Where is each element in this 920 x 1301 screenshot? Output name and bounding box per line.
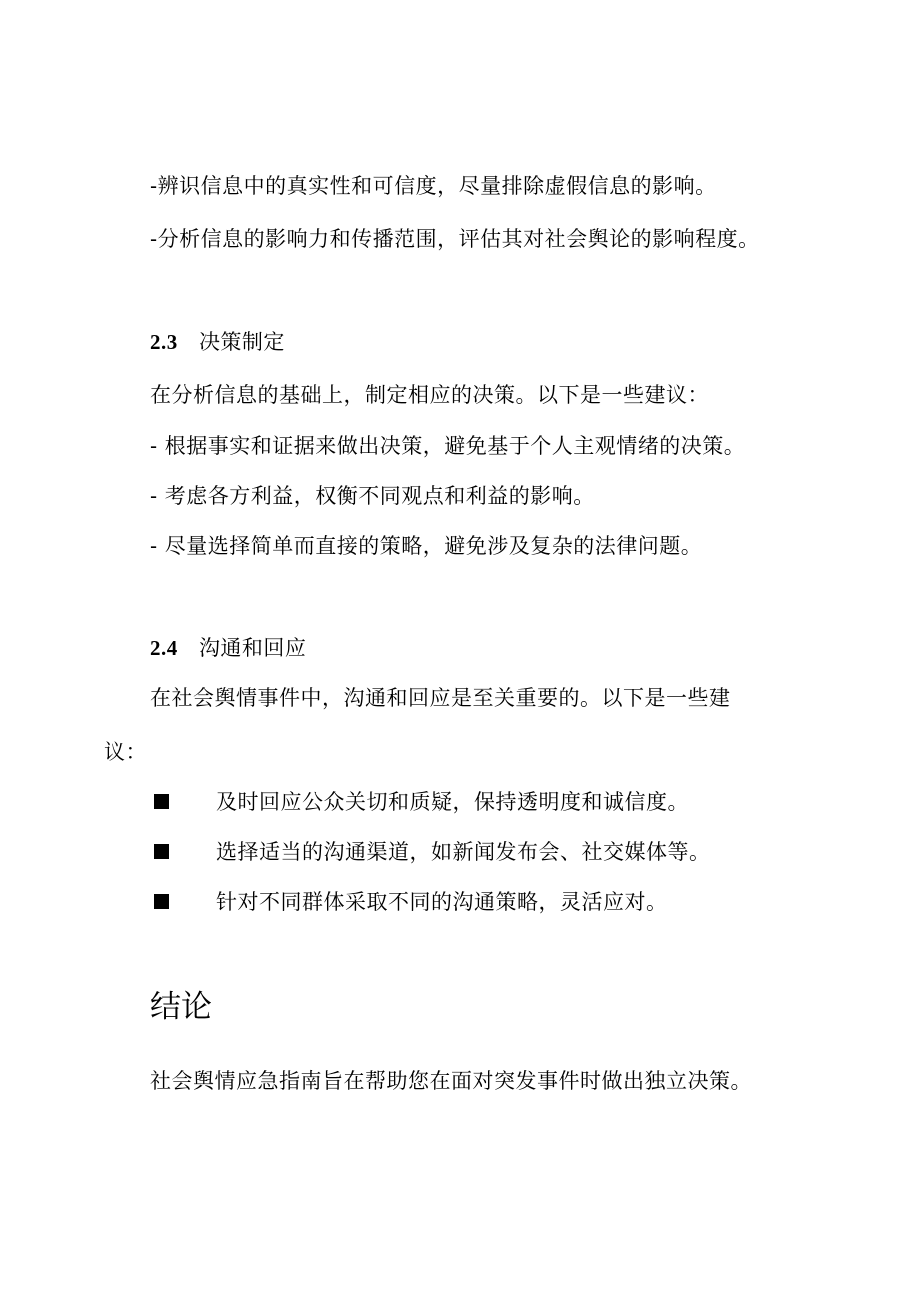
section-number: 2.4 xyxy=(150,636,178,660)
square-bullet-icon xyxy=(154,844,169,859)
list-item: - 尽量选择简单而直接的策略，避免涉及复杂的法律问题。 xyxy=(150,534,703,558)
section-heading-2-4 xyxy=(150,634,306,662)
section-title: 沟通和回应 xyxy=(198,636,307,660)
section-intro-continued: 议： xyxy=(104,740,147,764)
conclusion-heading: 结论 xyxy=(150,989,212,1025)
section-heading-2-3 xyxy=(150,328,285,356)
section-intro: 在分析信息的基础上，制定相应的决策。以下是一些建议： xyxy=(150,383,709,407)
bullet-item: 选择适当的沟通渠道，如新闻发布会、社交媒体等。 xyxy=(216,840,711,864)
body-text-line: -分析信息的影响力和传播范围，评估其对社会舆论的影响程度。 xyxy=(150,227,760,251)
square-bullet-icon xyxy=(154,794,169,809)
conclusion-text: 社会舆情应急指南旨在帮助您在面对突发事件时做出独立决策。 xyxy=(150,1069,752,1093)
list-item: - 考虑各方利益，权衡不同观点和利益的影响。 xyxy=(150,484,595,508)
list-item: - 根据事实和证据来做出决策，避免基于个人主观情绪的决策。 xyxy=(150,434,746,458)
section-intro: 在社会舆情事件中，沟通和回应是至关重要的。以下是一些建 xyxy=(150,686,731,710)
bullet-item: 针对不同群体采取不同的沟通策略，灵活应对。 xyxy=(216,890,668,914)
bullet-item: 及时回应公众关切和质疑，保持透明度和诚信度。 xyxy=(216,790,689,814)
section-title: 决策制定 xyxy=(198,330,285,354)
square-bullet-icon xyxy=(154,894,169,909)
body-text-line: -辨识信息中的真实性和可信度，尽量排除虚假信息的影响。 xyxy=(150,174,717,198)
section-number: 2.3 xyxy=(150,330,178,354)
